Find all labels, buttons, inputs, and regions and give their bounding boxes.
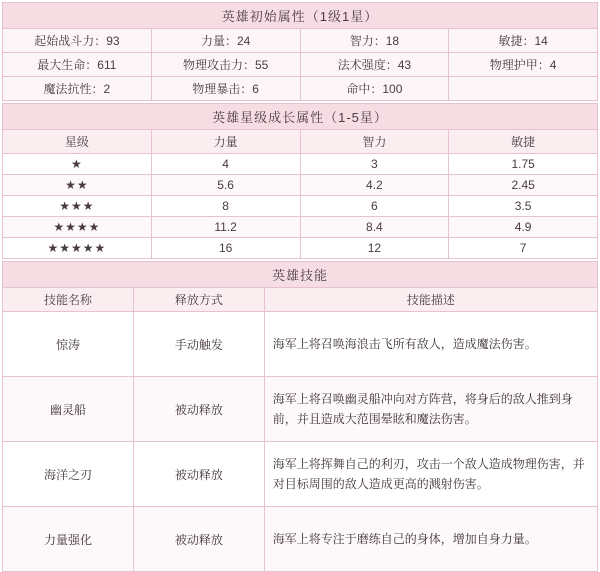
base-stat-cell: 法术强度：43 (300, 53, 449, 77)
table-row (3, 196, 598, 217)
growth-title: 英雄星级成长属性（1-5星） (3, 104, 598, 130)
base-attributes-row (3, 53, 598, 77)
growth-title-row (3, 104, 598, 130)
skill-type-cell: 被动释放 (133, 377, 264, 442)
growth-header-agility: 敏捷 (449, 130, 598, 154)
table-row (3, 377, 598, 442)
growth-strength-cell: 16 (151, 238, 300, 259)
table-row (3, 238, 598, 259)
growth-star-cell: ★ (3, 154, 152, 175)
skill-name-cell: 力量强化 (3, 507, 134, 572)
base-stat-cell: 魔法抗性：2 (3, 77, 152, 101)
base-attributes-row (3, 77, 598, 101)
growth-strength-cell: 11.2 (151, 217, 300, 238)
skill-type-cell: 被动释放 (133, 442, 264, 507)
skill-name-cell: 惊涛 (3, 312, 134, 377)
table-row (3, 175, 598, 196)
growth-attributes-table (2, 103, 598, 259)
growth-header-row (3, 130, 598, 154)
growth-intelligence-cell: 8.4 (300, 217, 449, 238)
base-stat-cell: 起始战斗力：93 (3, 29, 152, 53)
growth-strength-cell: 5.6 (151, 175, 300, 196)
base-stat-cell: 物理暴击：6 (151, 77, 300, 101)
skill-type-cell: 手动触发 (133, 312, 264, 377)
skill-description-cell: 海军上将召唤海浪击飞所有敌人，造成魔法伤害。 (264, 312, 597, 377)
growth-agility-cell: 2.45 (449, 175, 598, 196)
base-attributes-table (2, 2, 598, 101)
skills-header-row (3, 288, 598, 312)
growth-intelligence-cell: 12 (300, 238, 449, 259)
base-stat-cell: 物理护甲：4 (449, 53, 598, 77)
skills-header-type: 释放方式 (133, 288, 264, 312)
base-attributes-row (3, 29, 598, 53)
growth-agility-cell: 3.5 (449, 196, 598, 217)
skill-type-cell: 被动释放 (133, 507, 264, 572)
table-row (3, 312, 598, 377)
skills-title: 英雄技能 (3, 262, 598, 288)
base-stat-cell: 智力：18 (300, 29, 449, 53)
base-attributes-title-row (3, 3, 598, 29)
growth-intelligence-cell: 4.2 (300, 175, 449, 196)
growth-header-stars: 星级 (3, 130, 152, 154)
skill-description-cell: 海军上将召唤幽灵船冲向对方阵营，将身后的敌人推到身前，并且造成大范围晕眩和魔法伤害。 (264, 377, 597, 442)
growth-header-strength: 力量 (151, 130, 300, 154)
table-row (3, 217, 598, 238)
skill-description-cell: 海军上将挥舞自己的利刃，攻击一个敌人造成物理伤害，并对目标周围的敌人造成更高的溅射伤害。 (264, 442, 597, 507)
base-stat-cell: 物理攻击力：55 (151, 53, 300, 77)
growth-intelligence-cell: 6 (300, 196, 449, 217)
skill-name-cell: 海洋之刃 (3, 442, 134, 507)
skills-title-row (3, 262, 598, 288)
base-stat-cell: 命中：100 (300, 77, 449, 101)
growth-agility-cell: 7 (449, 238, 598, 259)
growth-intelligence-cell: 3 (300, 154, 449, 175)
growth-strength-cell: 8 (151, 196, 300, 217)
growth-star-cell: ★★ (3, 175, 152, 196)
base-attributes-title: 英雄初始属性（1级1星） (3, 3, 598, 29)
base-stat-cell (449, 77, 598, 101)
skills-table (2, 261, 598, 572)
growth-star-cell: ★★★★★ (3, 238, 152, 259)
skills-header-name: 技能名称 (3, 288, 134, 312)
growth-star-cell: ★★★ (3, 196, 152, 217)
growth-star-cell: ★★★★ (3, 217, 152, 238)
table-row (3, 507, 598, 572)
base-stat-cell: 敏捷：14 (449, 29, 598, 53)
growth-strength-cell: 4 (151, 154, 300, 175)
skill-name-cell: 幽灵船 (3, 377, 134, 442)
table-row (3, 442, 598, 507)
skill-description-cell: 海军上将专注于磨练自己的身体，增加自身力量。 (264, 507, 597, 572)
growth-agility-cell: 1.75 (449, 154, 598, 175)
table-row (3, 154, 598, 175)
base-stat-cell: 力量：24 (151, 29, 300, 53)
base-stat-cell: 最大生命：611 (3, 53, 152, 77)
skills-header-description: 技能描述 (264, 288, 597, 312)
growth-header-intelligence: 智力 (300, 130, 449, 154)
growth-agility-cell: 4.9 (449, 217, 598, 238)
